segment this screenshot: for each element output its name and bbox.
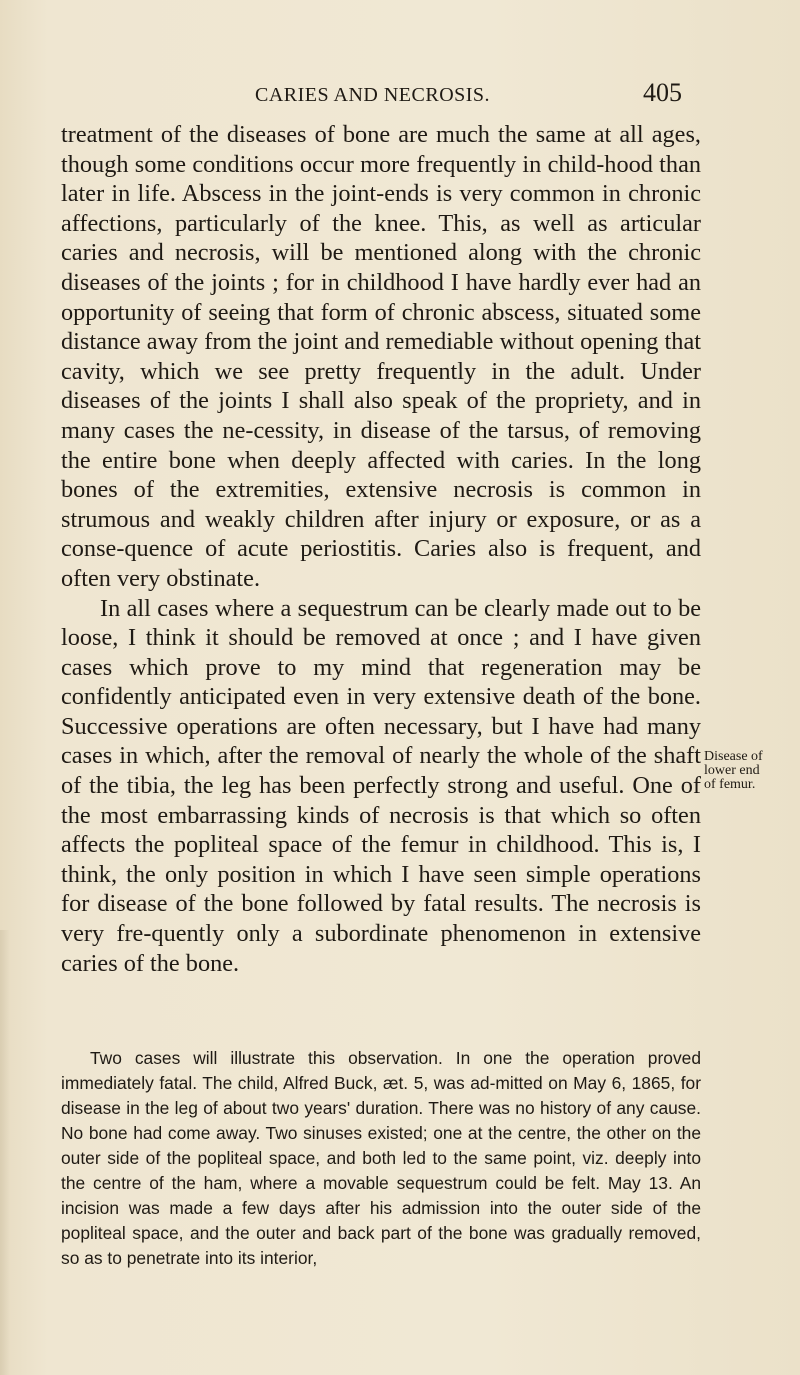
page-edge-shadow [0, 930, 10, 1375]
paragraph-1: treatment of the diseases of bone are much the same at all ages, though some conditions occur more frequently in child-hood than later in life. Abscess in the joint-ends is very common in chronic affections, particularly of the knee. This, as well as articular caries and necrosis, will be mentioned along with the chronic diseases of the joints ; for in childhood I have hardly ever had an opportunity of seeing that form of chronic abscess, situated some distance away from the joint and remediable without opening that cavity, which we see pretty frequently in the adult. Under diseases of the joints I shall also speak of the propriety, and in many cases the ne-cessity, in disease of the tarsus, of removing the entire bone when deeply affected with caries. In the long bones of the extremities, extensive necrosis is common in strumous and weakly children after injury or exposure, or as a conse-quence of acute periostitis. Caries also is frequent, and often very obstinate. [61, 121, 701, 592]
main-text [61, 120, 701, 978]
margin-note [704, 750, 798, 792]
margin-note-line-1: Disease of [704, 749, 763, 764]
margin-note-line-2: lower end [704, 763, 760, 778]
running-head [0, 78, 800, 114]
case-report-text: Two cases will illustrate this observation. In one the operation proved immediately fatal. The child, Alfred Buck, æt. 5, was ad-mitted on May 6, 1865, for disease in the leg of about two years' duration. There was no history of any cause. No bone had come away. Two sinuses existed; one at the centre, the other on the outer side of the popliteal space, and both led to the same point, viz. deeply into the centre of the ham, where a movable sequestrum could be felt. May 13. An incision was made a few days after his admission into the outer side of the popliteal space, and the outer and back part of the bone was gradually removed, so as to penetrate into its interior, [61, 1048, 701, 1268]
paragraph-2: In all cases where a sequestrum can be clearly made out to be loose, I think it should be removed at once ; and I have given cases which prove to my mind that regeneration may be confidently anticipated even in very extensive death of the bone. Successive operations are often necessary, but I have had many cases in which, after the removal of nearly the whole of the shaft of the tibia, the leg has been perfectly strong and useful. One of the most embarrassing kinds of necrosis is that which so often affects the popliteal space of the femur in childhood. This is, I think, the only position in which I have seen simple operations for disease of the bone followed by fatal results. The necrosis is very fre-quently only a subordinate phenomenon in extensive caries of the bone. [61, 594, 701, 977]
running-title: CARIES AND NECROSIS. [255, 84, 491, 106]
margin-note-line-3: of femur. [704, 777, 756, 792]
case-report [61, 1046, 701, 1271]
page-number: 405 [643, 78, 682, 107]
